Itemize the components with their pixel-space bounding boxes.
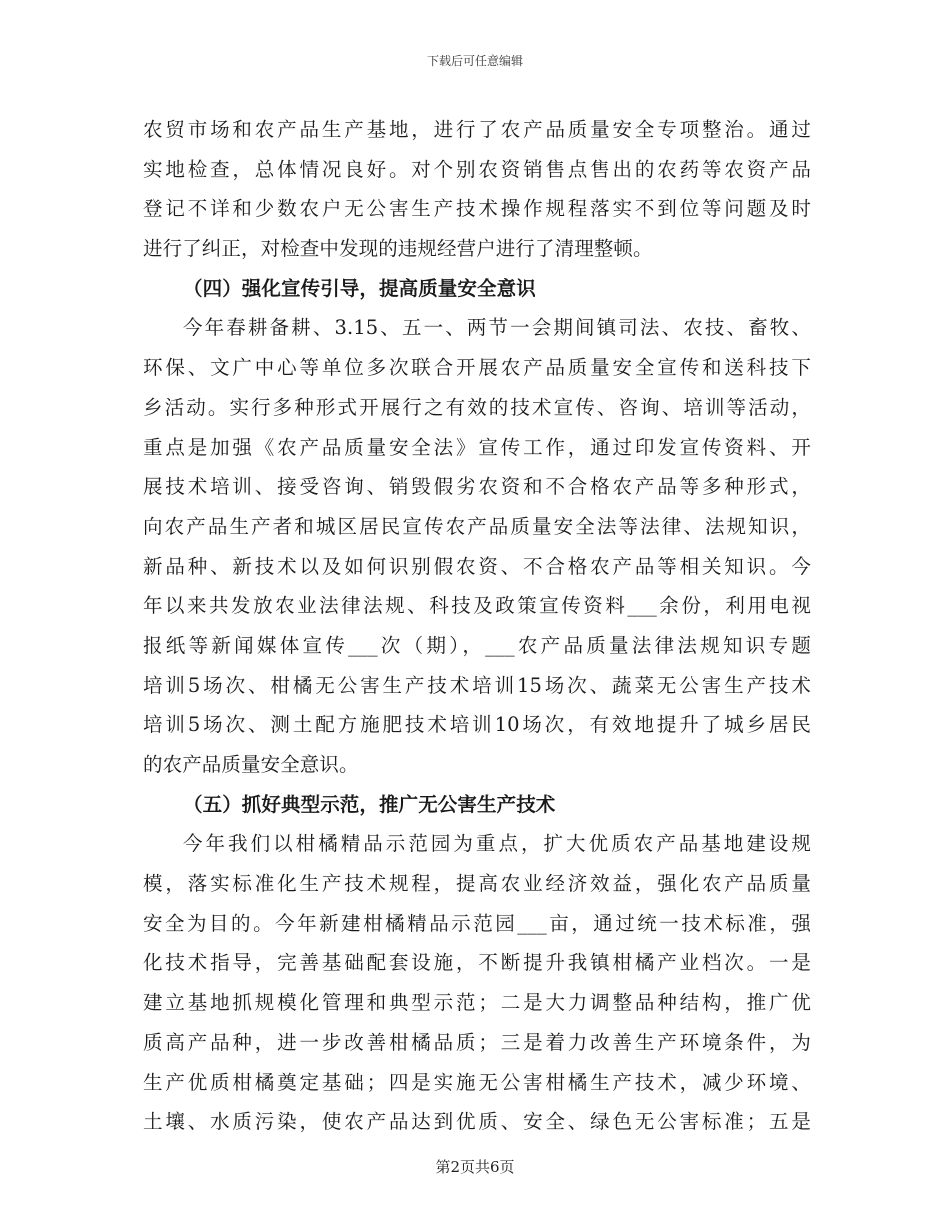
text-line: 培训5场次、测土配方施肥技术培训10场次，有效地提升了城乡居民 — [143, 713, 811, 737]
paragraph-2 — [143, 308, 811, 784]
document-body — [143, 110, 811, 1142]
text-line: 环保、文广中心等单位多次联合开展农产品质量安全宣传和送科技下 — [143, 356, 811, 380]
text-line: 年以来共发放农业法律法规、科技及政策宣传资料___余份，利用电视 — [143, 594, 811, 618]
text-line: 质高产品种，进一步改善柑橘品质；三是着力改善生产环境条件，为 — [143, 1030, 811, 1054]
text-line: 登记不详和少数农户无公害生产技术操作规程落实不到位等问题及时 — [143, 197, 811, 221]
page-header: 下载后可任意编辑 — [426, 54, 523, 68]
text-line: 的农产品质量安全意识。 — [143, 753, 359, 776]
section-heading-5: （五）抓好典型示范，推广无公害生产技术 — [183, 792, 556, 816]
paragraph-1 — [143, 110, 811, 269]
text-line: 安全为目的。今年新建柑橘精品示范园___亩，通过统一技术标准，强 — [143, 911, 811, 935]
text-line: 报纸等新闻媒体宣传___次（期），___农产品质量法律法规知识专题 — [143, 633, 811, 657]
text-line: 实地检查，总体情况良好。对个别农资销售点售出的农药等农资产品 — [143, 157, 811, 181]
text-line: 农贸市场和农产品生产基地，进行了农产品质量安全专项整治。通过 — [143, 118, 811, 141]
text-line: 建立基地抓规模化管理和典型示范；二是大力调整品种结构，推广优 — [143, 991, 811, 1015]
text-line: 新品种、新技术以及如何识别假农资、不合格农产品等相关知识。今 — [143, 554, 811, 578]
text-line: 生产优质柑橘奠定基础；四是实施无公害柑橘生产技术，减少环境、 — [143, 1070, 811, 1094]
section-heading-4: （四）强化宣传引导，提高质量安全意识 — [183, 276, 536, 300]
text-line: 今年我们以柑橘精品示范园为重点，扩大优质农产品基地建设规 — [183, 832, 811, 856]
page-footer: 第2页共6页 — [435, 1158, 515, 1176]
text-line: 模，落实标准化生产技术规程，提高农业经济效益，强化农产品质量 — [143, 872, 811, 896]
text-line: 重点是加强《农产品质量安全法》宣传工作，通过印发宣传资料、开 — [143, 435, 811, 459]
paragraph-3 — [143, 824, 811, 1142]
text-line: 乡活动。实行多种形式开展行之有效的技术宣传、咨询、培训等活动， — [143, 395, 811, 419]
text-line: 展技术培训、接受咨询、销毁假劣农资和不合格农产品等多种形式， — [143, 475, 811, 499]
text-line: 进行了纠正，对检查中发现的违规经营户进行了清理整顿。 — [143, 237, 653, 261]
text-line: 化技术指导，完善基础配套设施，不断提升我镇柑橘产业档次。一是 — [143, 951, 811, 975]
text-line: 今年春耕备耕、3.15、五一、两节一会期间镇司法、农技、畜牧、 — [183, 316, 811, 340]
text-line: 培训5场次、柑橘无公害生产技术培训15场次、蔬菜无公害生产技术 — [143, 673, 811, 697]
text-line: 土壤、水质污染，使农产品达到优质、安全、绿色无公害标准；五是 — [143, 1110, 811, 1134]
text-line: 向农产品生产者和城区居民宣传农产品质量安全法等法律、法规知识， — [143, 514, 811, 538]
